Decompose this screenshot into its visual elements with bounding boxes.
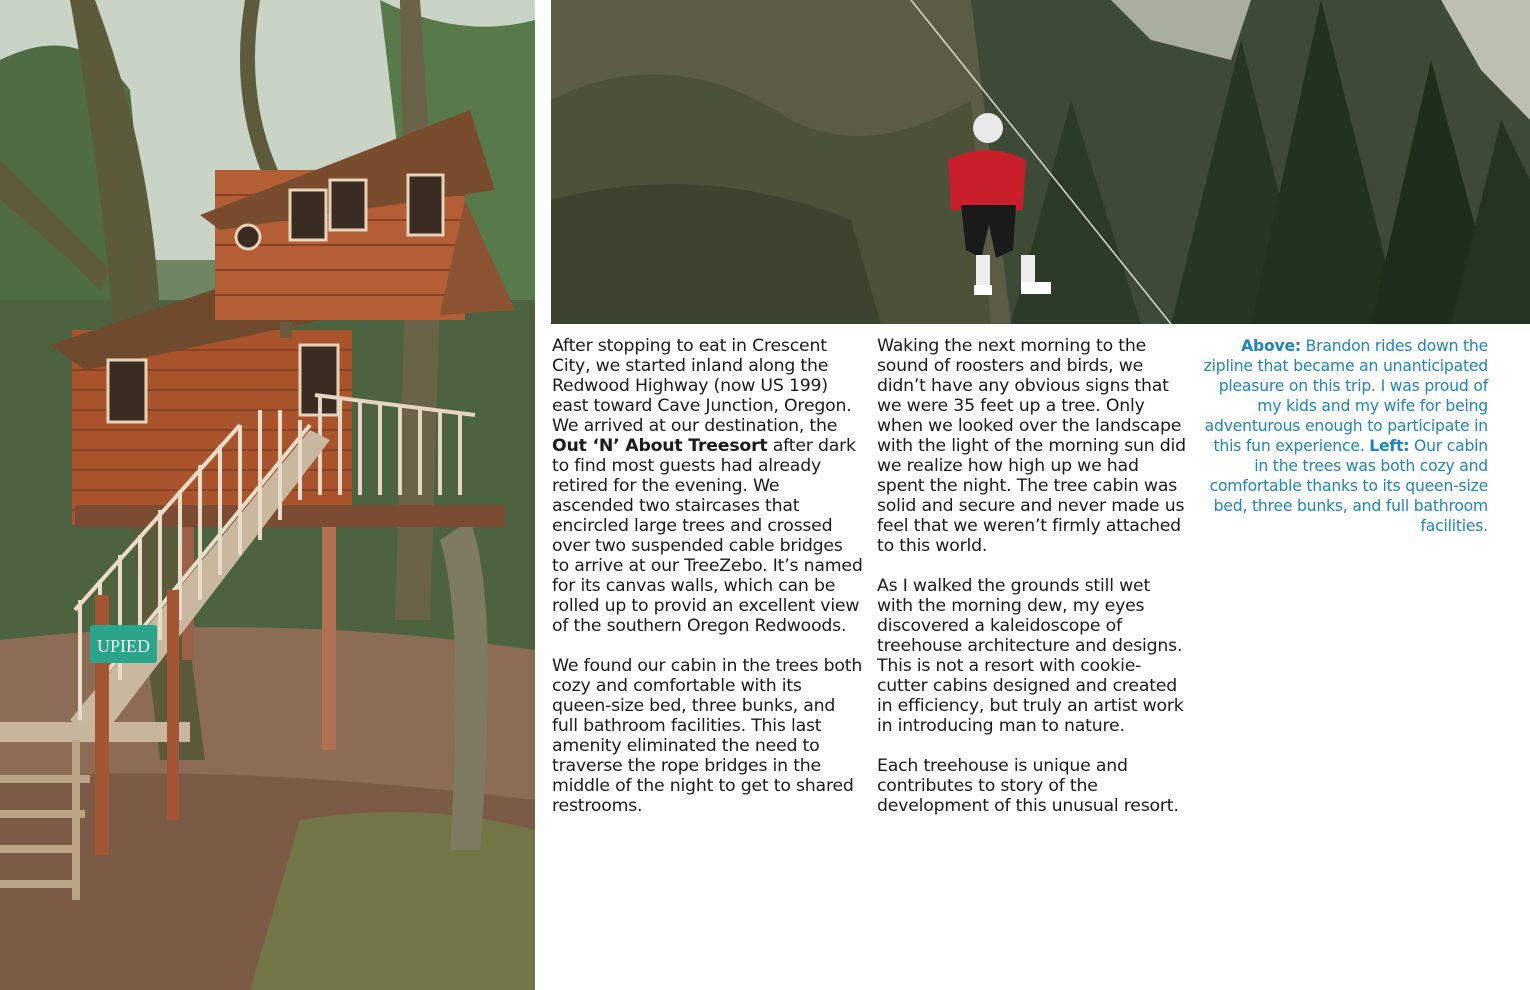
paragraph: Each treehouse is unique and contributes to story of the development of this unusual resort. xyxy=(877,756,1179,816)
paragraph: We found our cabin in the trees both cozy and comfortable with its queen-size bed, three bunks, and full bathroom facilities. This last amenity eliminated the need to traverse the rope bridges in the middle of the night to get to shared restrooms. xyxy=(552,656,863,816)
article-column-2 xyxy=(877,336,1189,836)
caption-above-label: Above: xyxy=(1241,337,1301,355)
paragraph-text: after dark to find most guests had already retired for the evening. We ascended two staircases that encircled large trees and crossed over two suspended cable bridges to arrive at our TreeZebo. It’s named for its canvas walls, which can be rolled up to provid an excellent view of the southern Oregon Redwoods. xyxy=(552,436,863,636)
treehouse-photo xyxy=(0,0,535,990)
zipline-illustration xyxy=(551,0,1530,324)
photo-caption xyxy=(1200,336,1488,536)
caption-above-text: Brandon rides down the zipline that became an unanticipated pleasure on this trip. I was proud of my kids and my wife for being adventurous enough to participate in this fun experience. xyxy=(1203,337,1488,455)
occupied-sign-text: UPIED xyxy=(97,636,150,656)
article-column-1 xyxy=(552,336,864,836)
resort-name: Out ‘N’ About Treesort xyxy=(552,436,768,456)
treehouse-illustration xyxy=(0,0,535,990)
caption-left-label: Left: xyxy=(1369,437,1410,455)
paragraph xyxy=(552,336,864,636)
paragraph: As I walked the grounds still wet with the morning dew, my eyes discovered a kaleidoscope of treehouse architecture and designs. This is not a resort with cookie-cutter cabins designed and created in efficiency, but truly an artist work in introducing man to nature. xyxy=(877,576,1184,736)
zipline-photo xyxy=(551,0,1530,324)
paragraph-text: After stopping to eat in Crescent City, we started inland along the Redwood Highway (now US 199) east toward Cave Junction, Oregon. We arrived at our destination, the xyxy=(552,336,852,436)
paragraph: Waking the next morning to the sound of roosters and birds, we didn’t have any obvious signs that we were 35 feet up a tree. Only when we looked over the landscape with the light of the morning sun did we realize how high up we had spent the night. The tree cabin was solid and secure and never made us feel that we weren’t firmly attached to this world. xyxy=(877,336,1186,556)
caption-left-text: Our cabin in the trees was both cozy and comfortable thanks to its queen-size bed, three bunks, and full bathroom facilities. xyxy=(1209,437,1488,535)
